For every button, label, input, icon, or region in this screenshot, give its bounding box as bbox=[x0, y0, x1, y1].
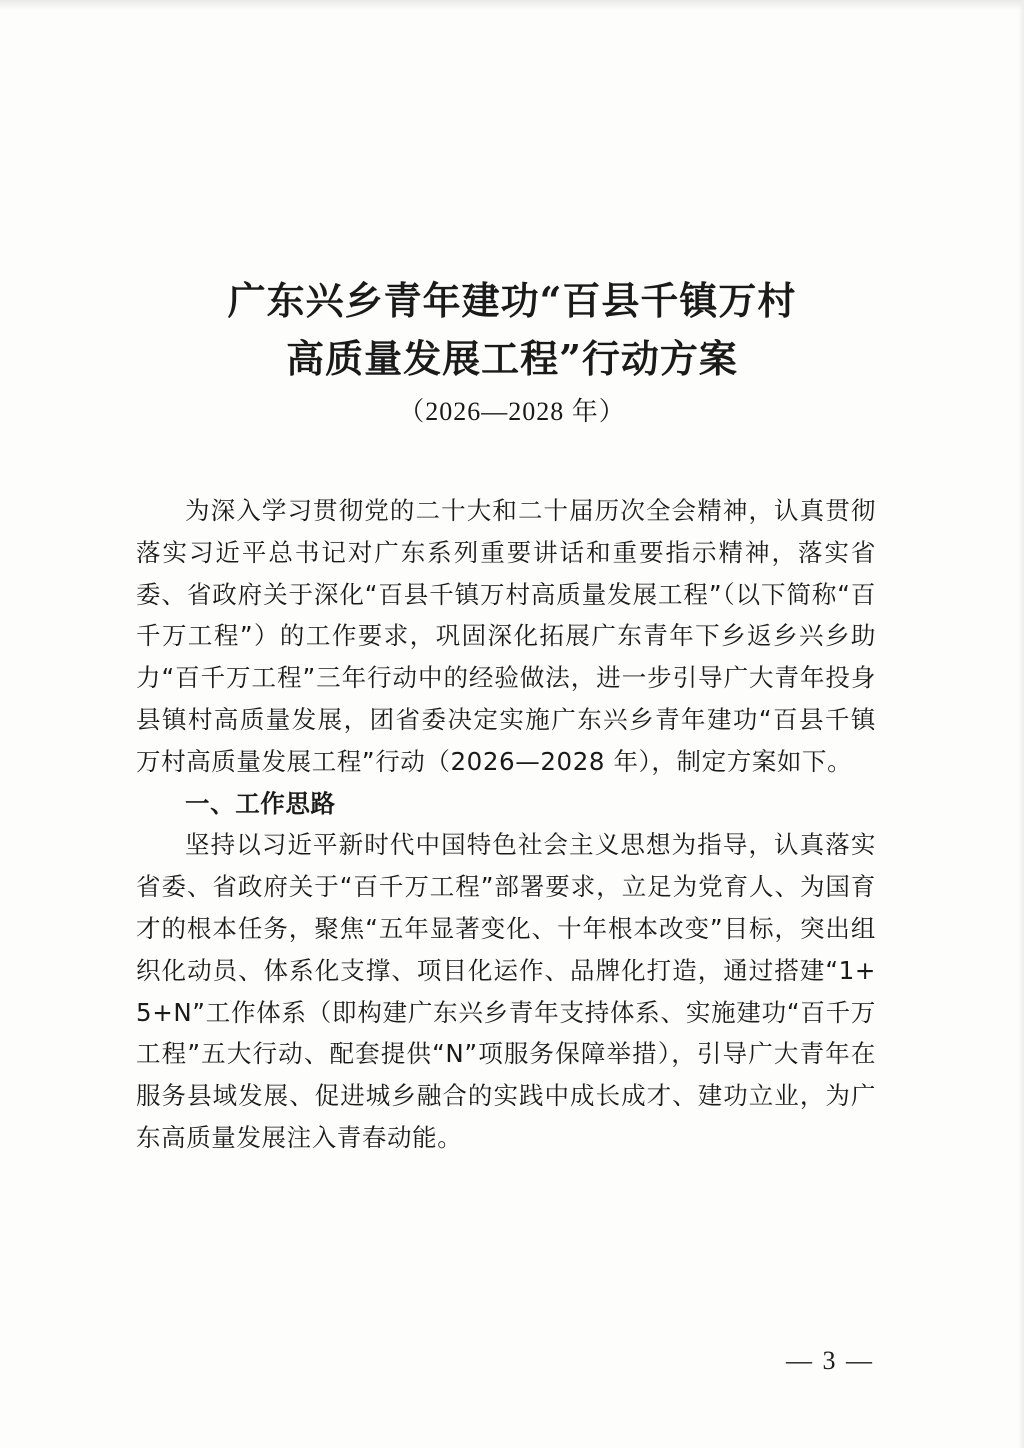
scan-edge-top bbox=[0, 0, 1024, 10]
document-body bbox=[136, 490, 876, 1159]
section-paragraph: 坚持以习近平新时代中国特色社会主义思想为指导，认真落实省委、省政府关于“百千万工程”部署要求，立足为党育人、为国育才的根本任务，聚焦“五年显著变化、十年根本改变”目标，突出组织化动员、体系化支撑、项目化运作、品牌化打造，通过搭建“1+5+N”工作体系（即构建广东兴乡青年支持体系、实施建功“百千万工程”五大行动、配套提供“N”项服务保障举措），引导广大青年在服务县域发展、促进城乡融合的实践中成长成才、建功立业，为广东高质量发展注入青春动能。 bbox=[136, 830, 876, 1152]
scan-edge-right bbox=[1018, 0, 1024, 1448]
document-title-block bbox=[0, 272, 1024, 432]
page-number: — 3 — bbox=[786, 1346, 874, 1375]
document-title-line-2: 高质量发展工程”行动方案 bbox=[286, 336, 738, 381]
document-title-line-1: 广东兴乡青年建功“百县千镇万村 bbox=[227, 278, 797, 323]
section-heading: 一、工作思路 bbox=[185, 788, 336, 818]
document-subtitle: （2026—2028 年） bbox=[398, 397, 626, 426]
intro-paragraph: 为深入学习贯彻党的二十大和二十届历次全会精神，认真贯彻落实习近平总书记对广东系列重要讲话和重要指示精神，落实省委、省政府关于深化“百县千镇万村高质量发展工程”（以下简称“百千万工程”）的工作要求，巩固深化拓展广东青年下乡返乡兴乡助力“百千万工程”三年行动中的经验做法，进一步引导广大青年投身县镇村高质量发展，团省委决定实施广东兴乡青年建功“百县千镇万村高质量发展工程”行动（2026—2028 年），制定方案如下。 bbox=[136, 496, 876, 776]
